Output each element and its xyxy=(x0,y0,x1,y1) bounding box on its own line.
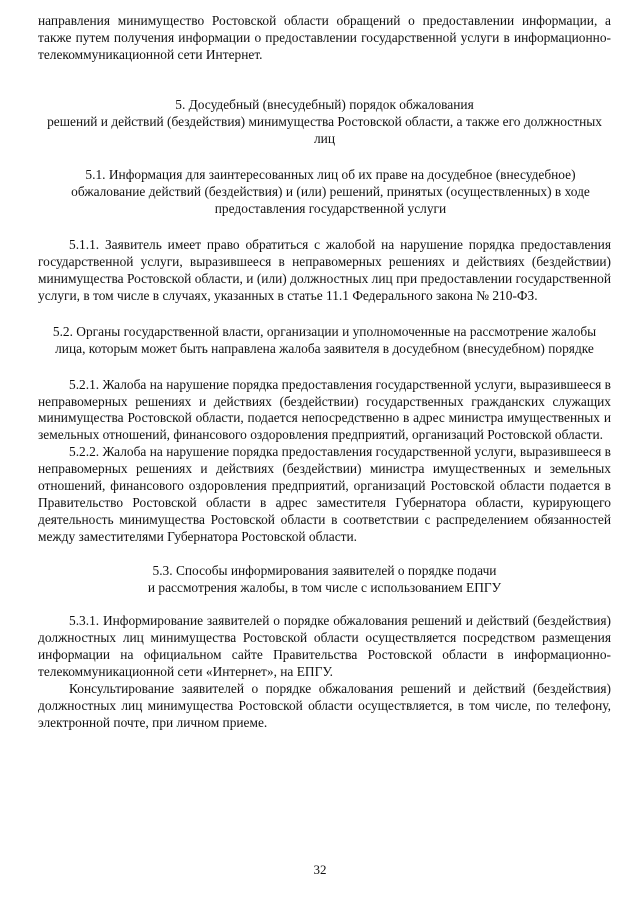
page-number: 32 xyxy=(313,862,327,877)
section-5-heading-line-1: 5. Досудебный (внесудебный) порядок обжалования xyxy=(175,96,474,112)
intro-paragraph: направления минимущество Ростовской области обращений о предоставлении информации, а также путем получения информации о предоставлении государственной услуги в информационно-телекоммуникационной сети Интернет. xyxy=(38,13,611,62)
spacer xyxy=(38,358,611,377)
section-5-2-heading: 5.2. Органы государственной власти, организации и уполномоченные на рассмотрение жалобы лица, которым может быть направлена жалоба заявителя в досудебном (внесудебном) порядке xyxy=(52,323,597,356)
spacer xyxy=(38,596,611,613)
spacer xyxy=(38,147,611,167)
section-5-1-heading: 5.1. Информация для заинтересованных лиц об их праве на досудебное (внесудебное) обжалование действий (бездействия) и (или) решений, принятых (осуществленных) в ходе предоставления государственной услуги xyxy=(71,167,590,217)
paragraph-5-3-1: 5.3.1. Информирование заявителей о порядке обжалования решений и действий (бездействия) должностных лиц минимущества Ростовской области осуществляется посредством размещения информации на официальном сайте Правительства Ростовской области в информационно-телекоммуникационной сети «Интернет», на ЕПГУ. xyxy=(38,613,611,680)
paragraph-5-2-2: 5.2.2. Жалоба на нарушение порядка предоставления государственной услуги, выразившееся в неправомерных решениях и действиях (бездействии) министра имущественных и земельных отношений, финансового оздоровления предприятий, организаций Ростовской области подается в Правительство Ростовской области в адрес заместителя Губернатора области, курирующего деятельность минимущества Ростовской области в соответствии с распределением обязанностей между заместителями Губернатора Ростовской области. xyxy=(38,444,611,544)
section-5-heading-line-2: решений и действий (бездействия) минимущества Ростовской области, а также его должностных лиц xyxy=(47,113,602,146)
paragraph-5-3-consulting: Консультирование заявителей о порядке обжалования решений и действий (бездействия) должностных лиц минимущества Ростовской области осуществляется, в том числе, по телефону, электронной почте, при личном приеме. xyxy=(38,681,611,730)
section-5-3-heading-line-2: и рассмотрения жалобы, в том числе с использованием ЕПГУ xyxy=(147,579,502,595)
document-page xyxy=(38,13,611,732)
spacer xyxy=(38,218,611,237)
section-5-3-heading-line-1: 5.3. Способы информирования заявителей о порядке подачи xyxy=(152,562,497,578)
spacer xyxy=(38,546,611,563)
spacer xyxy=(38,305,611,324)
paragraph-5-2-1: 5.2.1. Жалоба на нарушение порядка предоставления государственной услуги, выразившееся в неправомерных решениях и действиях (бездействии) государственных гражданских служащих минимущества Ростовской области, подается непосредственно в адрес министра имущественных и земельных отношений, финансового оздоровления предприятий, организаций Ростовской области. xyxy=(38,376,611,443)
spacer xyxy=(38,64,611,97)
paragraph-5-1-1: 5.1.1. Заявитель имеет право обратиться с жалобой на нарушение порядка предоставления государственной услуги, выразившееся в неправомерных решениях и действиях (бездействии) минимущества Ростовской области, и (или) должностных лиц при предоставлении государственной услуги, в том числе в случаях, указанных в статье 11.1 Федерального закона № 210-ФЗ. xyxy=(38,237,611,303)
